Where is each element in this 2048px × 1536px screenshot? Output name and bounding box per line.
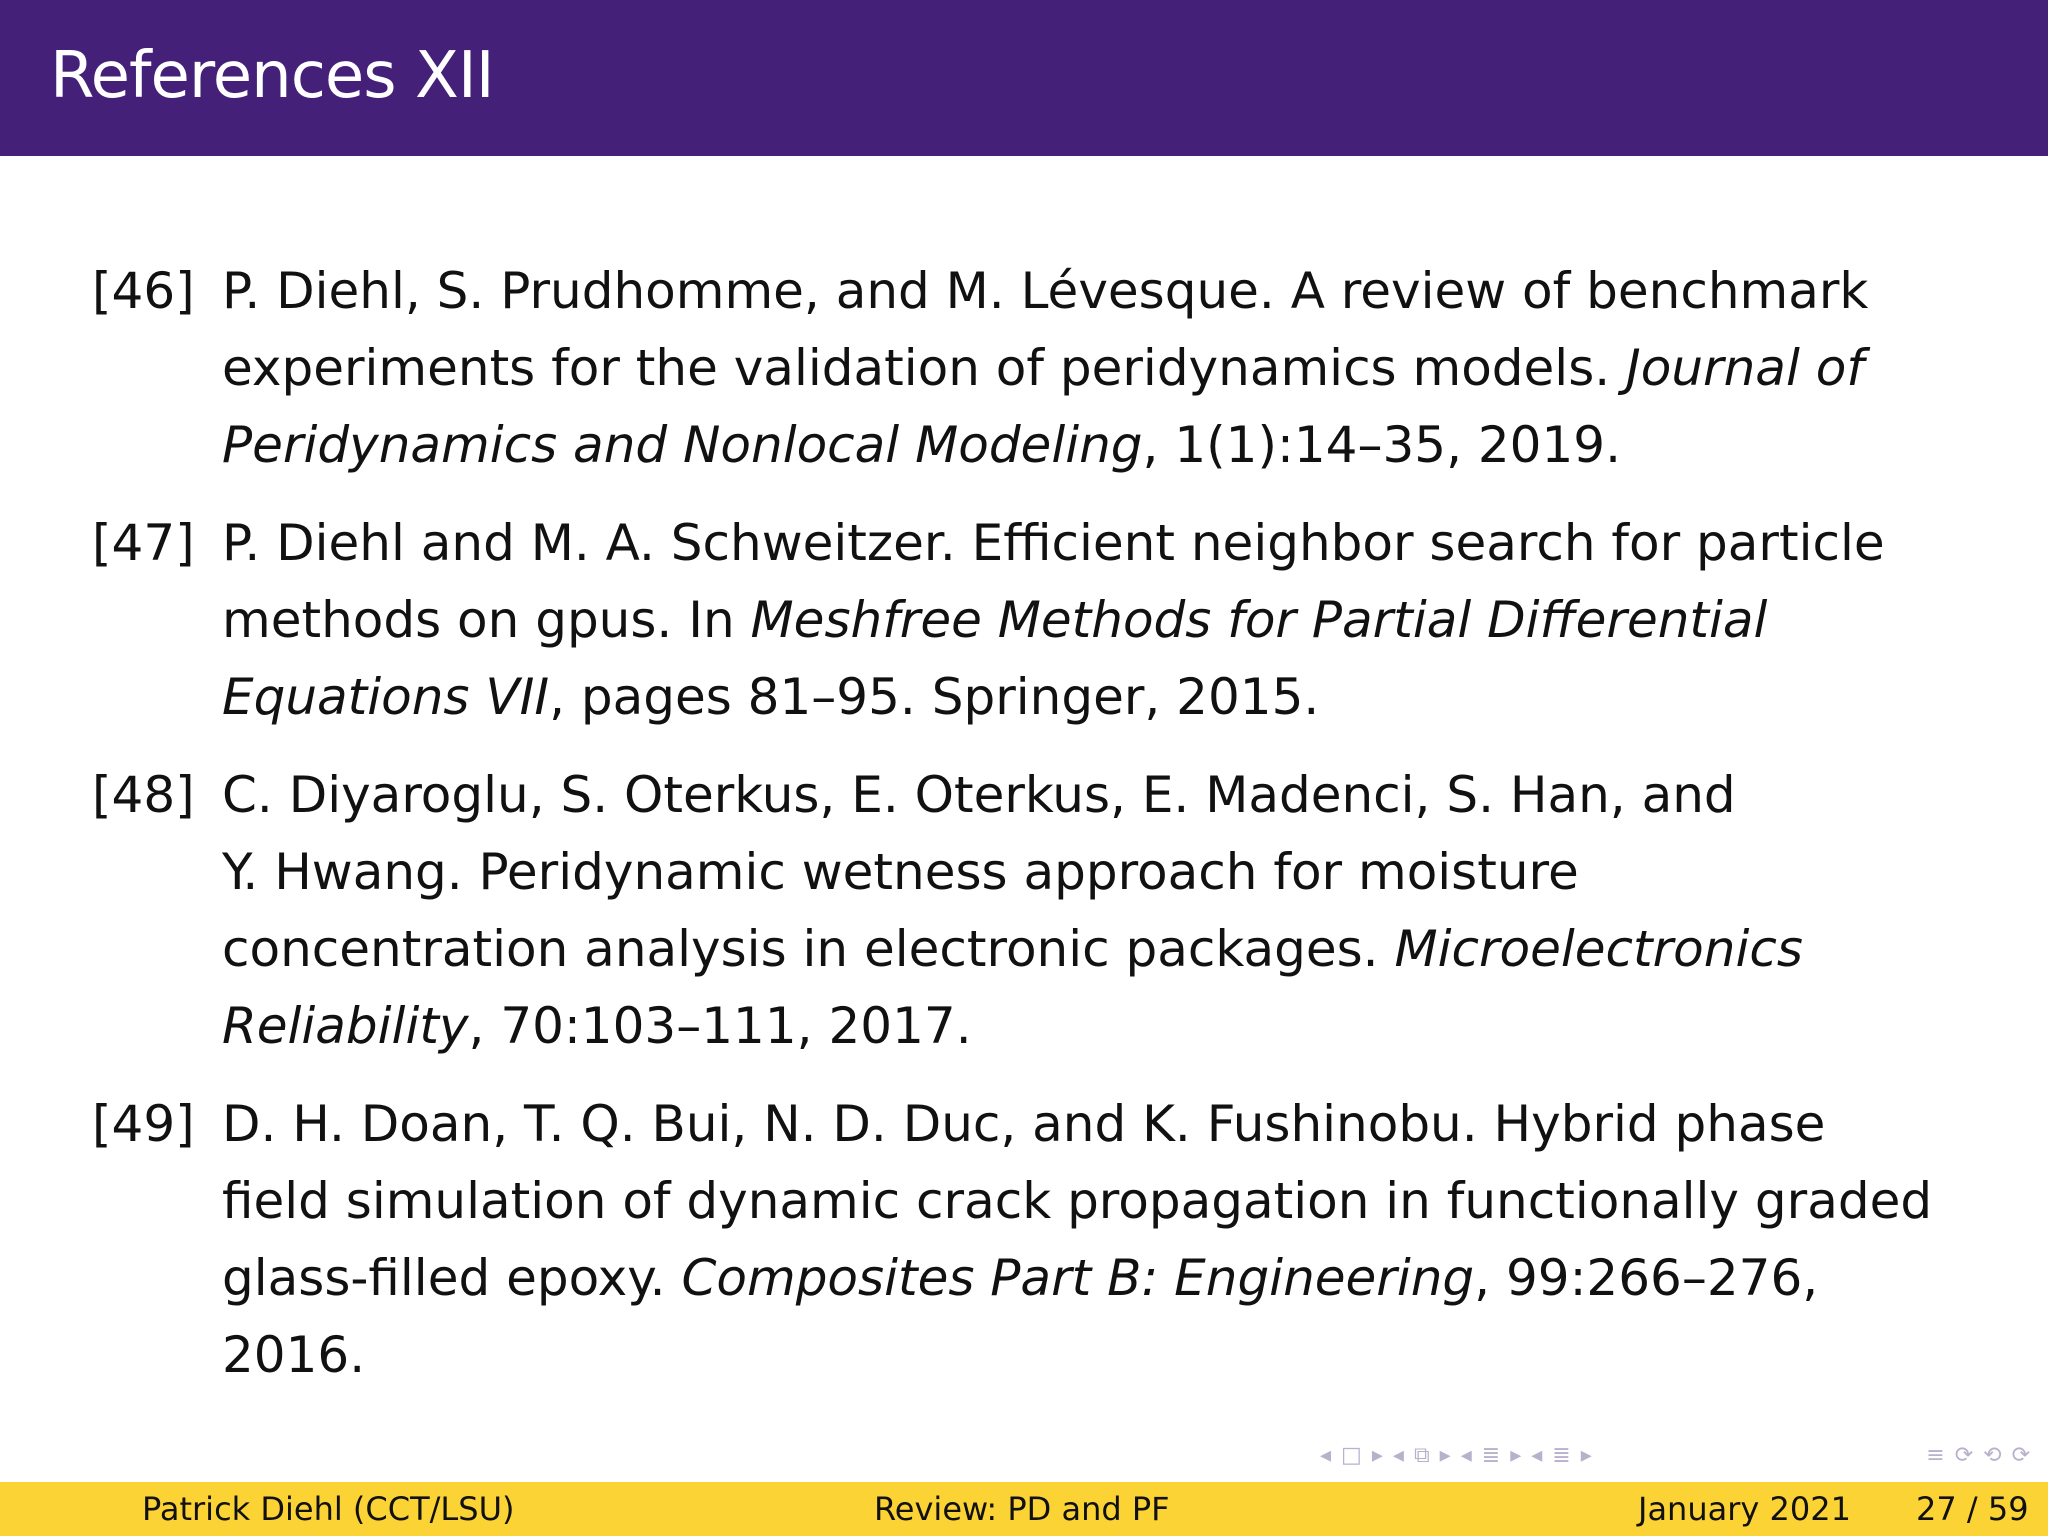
toc-icon[interactable]: ≣ [1552, 1442, 1571, 1468]
reference-line [222, 407, 2032, 484]
reference-text [222, 505, 2032, 736]
reference-segment: glass-filled epoxy. [222, 1249, 682, 1307]
reference-line [222, 330, 2032, 407]
reference-line [222, 253, 2032, 330]
reference-line [222, 505, 2032, 582]
reference-segment: experiments for the validation of peridynamics models. [222, 339, 1627, 397]
reference-item [92, 253, 2012, 484]
reference-line [222, 834, 2032, 911]
reference-segment: concentration analysis in electronic packages. [222, 920, 1395, 978]
reference-segment: , 1(1):14–35, 2019. [1142, 416, 1621, 474]
navigation-bar [1320, 1440, 2030, 1470]
slide-header [0, 0, 2048, 156]
reference-venue: Composites Part B: Engineering [681, 1249, 1475, 1307]
reference-venue: Meshfree Methods for Partial Differential [750, 591, 1768, 649]
reference-segment: , 70:103–111, 2017. [468, 997, 972, 1055]
reference-segment: Y. Hwang. Peridynamic wetness approach for moisture [222, 843, 1579, 901]
footer-page: 27 / 59 [1916, 1490, 2029, 1528]
reference-venue: Equations VII [222, 668, 550, 726]
right-arrow-icon[interactable]: ▸ [1510, 1442, 1522, 1468]
right-arrow-icon[interactable]: ▸ [1439, 1442, 1451, 1468]
reference-label: [46] [92, 262, 195, 320]
subsection-icon[interactable]: ⧉ [1413, 1442, 1430, 1468]
reference-venue: Journal of [1626, 339, 1864, 397]
reference-venue: Peridynamics and Nonlocal Modeling [222, 416, 1143, 474]
reference-line [222, 659, 2032, 736]
slide-footer [0, 1482, 2048, 1536]
footer-author: Patrick Diehl (CCT/LSU) [142, 1490, 515, 1528]
reference-item [92, 757, 2012, 1065]
left-arrow-icon[interactable]: ◂ [1531, 1442, 1543, 1468]
reference-label: [47] [92, 514, 195, 572]
reference-line [222, 582, 2032, 659]
reference-text [222, 253, 2032, 484]
left-arrow-icon[interactable]: ◂ [1392, 1442, 1404, 1468]
reference-text [222, 757, 2032, 1065]
reference-segment: methods on gpus. In [222, 591, 751, 649]
footer-date: January 2021 [1638, 1490, 1851, 1528]
reference-label: [49] [92, 1095, 195, 1153]
reference-line [222, 1240, 2032, 1317]
reference-line [222, 1317, 2032, 1394]
reference-segment: 2016. [222, 1326, 366, 1384]
reference-segment: D. H. Doan, T. Q. Bui, N. D. Duc, and K. Fushinobu. Hybrid phase [222, 1095, 1826, 1153]
reference-venue: Reliability [222, 997, 469, 1055]
slide-title: References XII [50, 39, 494, 113]
reference-line [222, 1086, 2032, 1163]
reference-line [222, 1163, 2032, 1240]
reference-segment: P. Diehl and M. A. Schweitzer. Efficient neighbor search for particle [222, 514, 1885, 572]
right-arrow-icon[interactable]: ▸ [1580, 1442, 1592, 1468]
footer-title: Review: PD and PF [874, 1490, 1170, 1528]
frame-icon[interactable]: □ [1341, 1442, 1362, 1468]
search-icon[interactable]: ⟳ [1954, 1442, 1974, 1468]
right-arrow-icon[interactable]: ▸ [1371, 1442, 1383, 1468]
left-arrow-icon[interactable]: ◂ [1460, 1442, 1472, 1468]
left-arrow-icon[interactable]: ◂ [1320, 1442, 1332, 1468]
reference-segment: field simulation of dynamic crack propagation in functionally graded [222, 1172, 1933, 1230]
forward-icon[interactable]: ⟳ [2011, 1442, 2030, 1468]
reference-text [222, 1086, 2032, 1394]
reference-segment: C. Diyaroglu, S. Oterkus, E. Oterkus, E. Madenci, S. Han, and [222, 766, 1736, 824]
reference-venue: Microelectronics [1394, 920, 1803, 978]
reference-line [222, 988, 2032, 1065]
reference-line [222, 911, 2032, 988]
reference-segment: , pages 81–95. Springer, 2015. [549, 668, 1320, 726]
reference-list [92, 253, 2012, 1415]
section-icon[interactable]: ≣ [1481, 1442, 1501, 1468]
reference-segment: P. Diehl, S. Prudhomme, and M. Lévesque. A review of benchmark [222, 262, 1869, 320]
reference-line [222, 757, 2032, 834]
reference-item [92, 505, 2012, 736]
reference-item [92, 1086, 2012, 1394]
reference-label: [48] [92, 766, 195, 824]
reference-segment: , 99:266–276, [1474, 1249, 1819, 1307]
menu-icon[interactable]: ≡ [1926, 1442, 1945, 1468]
back-icon[interactable]: ⟲ [1983, 1442, 2002, 1468]
